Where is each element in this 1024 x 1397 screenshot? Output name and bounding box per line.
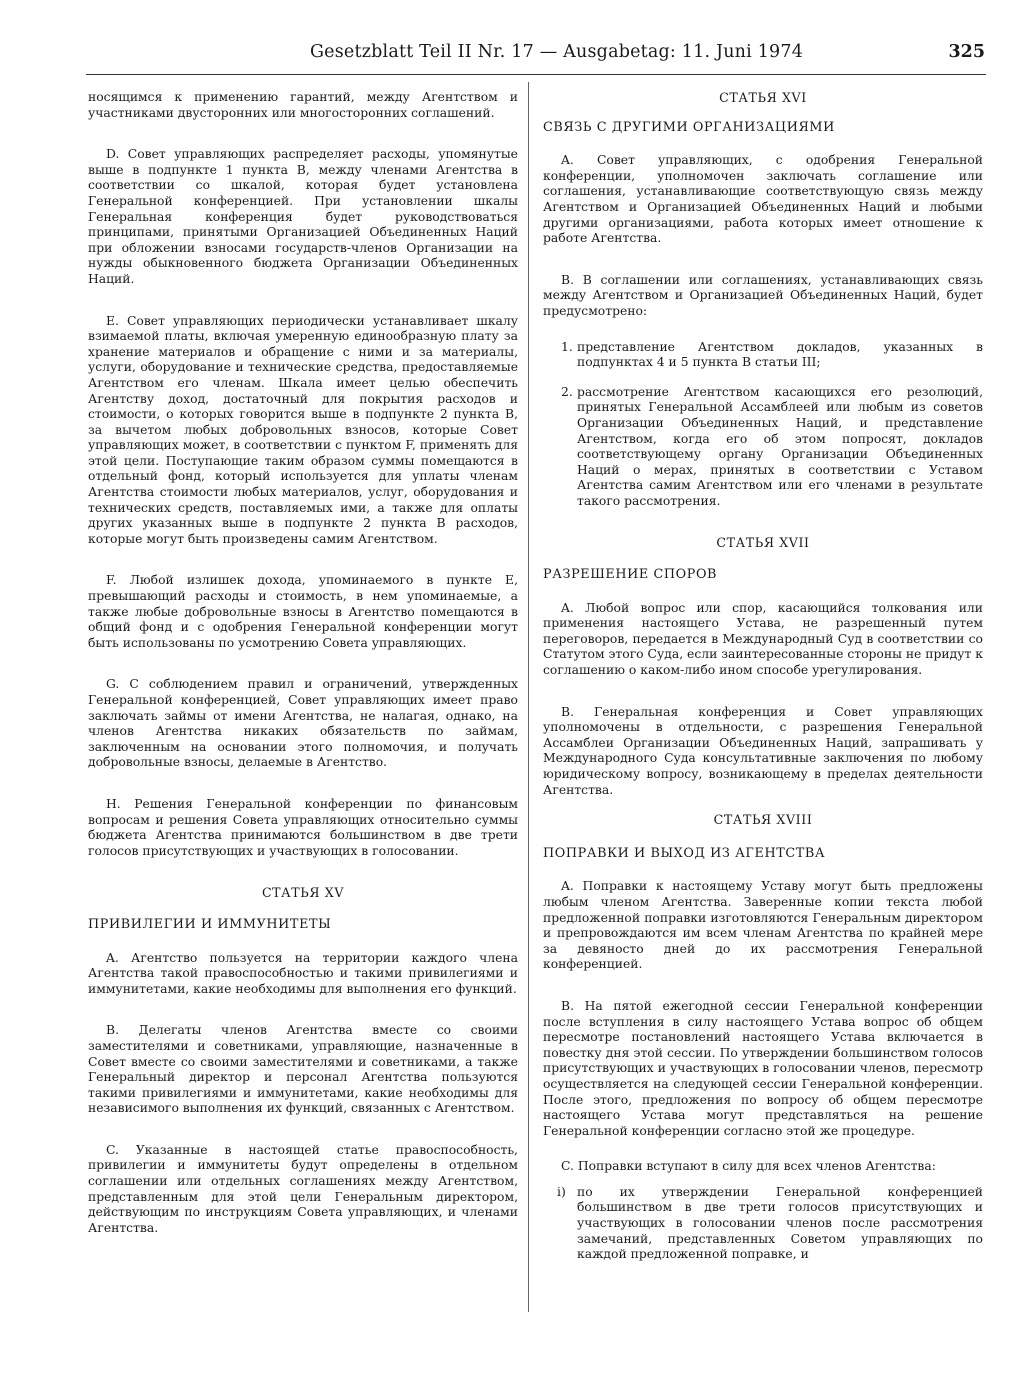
list-item-number: i) <box>557 1184 566 1199</box>
list-item-number: 2. <box>561 384 573 399</box>
paragraph-f: F. Любой излишек дохода, упоминаемого в пункте E, превышающий расходы и стоимость, в нем упоминаемые, а также любые добровольные взносы в Агентство помещаются в общий фонд и с одобрения Генеральной конференции могут быть использованы по усмотрению Совета управляющих. <box>88 573 518 650</box>
paragraph-d: D. Совет управляющих распределяет расходы, упомянутые выше в подпункте 1 пункта В, между членами Агентства в соответствии со шкалой, которая будет установлена Генеральной конференцией. При установлении шкалы Генеральная конференция будет руководствоваться принципами, принятыми Организацией Объединенных Наций при обложении взносами государств-членов Организации на нужды обыкновенного бюджета Организации Объединенных Наций. <box>88 147 518 286</box>
right-column <box>543 90 983 1263</box>
paragraph-xvi-b: B. В соглашении или соглашениях, устанавливающих связь между Агентством и Организацией Объединенных Наций, будет предусмотрено: <box>543 272 983 318</box>
column-divider <box>528 82 529 1312</box>
paragraph-continuation: носящимся к применению гарантий, между Агентством и участниками двусторонних или многосторонних соглашений. <box>88 90 518 120</box>
paragraph-xvii-a: A. Любой вопрос или спор, касающийся толкования или применения настоящего Устава, не разрешенный путем переговоров, передается в Международный Суд в соответствии со Статутом этого Суда, если заинтересованные стороны не придут к соглашению о каком-либо ином способе урегулирования. <box>543 600 983 678</box>
gazette-title: Gesetzblatt Teil II Nr. 17 — Ausgabetag: 11. Juni 1974 <box>310 42 804 62</box>
article-xvii-title: РАЗРЕШЕНИЕ СПОРОВ <box>543 567 718 583</box>
paragraph-xv-c: C. Указанные в настоящей статье правоспособность, привилегии и иммунитеты будут определены в отдельном соглашении или отдельных соглашениях между Агентством, представленным для этой цели Генеральным директором, действующим по инструкциям Совета управляющих, и членами Агентства. <box>88 1142 518 1235</box>
article-xviii-title: ПОПРАВКИ И ВЫХОД ИЗ АГЕНТСТВА <box>543 845 826 861</box>
paragraph-g: G. С соблюдением правил и ограничений, утвержденных Генеральной конференцией, Совет управляющих имеет право заключать займы от имени Агентства, не налагая, однако, на членов Агентства никаких обязательств по займам, заключенным на основании этого полномочия, и получать добровольные взносы, делаемые в Агентство. <box>88 677 518 770</box>
list-item-text: представление Агентством докладов, указанных в подпунктах 4 и 5 пункта В статьи III; <box>577 339 983 370</box>
paragraph-xviii-a: A. Поправки к настоящему Уставу могут быть предложены любым членом Агентства. Заверенные копии текста любой предложенной поправки изготовляются Генеральным директором и препровождаются им всем членам Агентства по крайней мере за девяносто дней до их рассмотрения Генеральной конференцией. <box>543 879 983 972</box>
article-xv-title: ПРИВИЛЕГИИ И ИММУНИТЕТЫ <box>88 916 332 932</box>
paragraph-xviii-b: B. На пятой ежегодной сессии Генеральной конференции после вступления в силу настоящего Устава вопрос об общем пересмотре постановлений настоящего Устава включается в повестку дня этой сессии. По утверждении большинством голосов присутствующих и участвующих в голосовании членов, пересмотр осуществляется на следующей сессии Генеральной конференции. После этого, предложения по вопросу об общем пересмотре настоящего Устава могут представляться на решение Генеральной конференции согласно этой же процедуре. <box>543 998 983 1138</box>
paragraph-h: H. Решения Генеральной конференции по финансовым вопросам и решения Совета управляющих относительно суммы бюджета Агентства принимаются большинством в две трети голосов присутствующих и участвующих в голосовании. <box>88 796 518 858</box>
page-header <box>90 42 985 68</box>
paragraph-xvi-a: A. Совет управляющих, с одобрения Генеральной конференции, уполномочен заключать соглашение или соглашения, устанавливающие соответствующую связь между Агентством и Организацией Объединенных Наций и любыми другими организациями, работа которых имеет отношение к работе Агентства. <box>543 153 983 246</box>
list-item-text: по их утверждении Генеральной конференцией большинством в две трети голосов присутствующих и участвующих в голосовании членов после рассмотрения замечаний, представленных Советом управляющих по каждой предложенной поправке, и <box>577 1184 983 1262</box>
header-rule <box>86 74 986 75</box>
article-xv-heading: СТАТЬЯ XV <box>261 885 345 901</box>
article-xviii-heading: СТАТЬЯ XVIII <box>713 812 813 828</box>
paragraph-xviii-c: C. Поправки вступают в силу для всех членов Агентства: <box>561 1159 936 1174</box>
paragraph-xv-a: A. Агентство пользуется на территории каждого члена Агентства такой правоспособностью и такими привилегиями и иммунитетами, какие необходимы для выполнения его функций. <box>88 950 518 996</box>
left-column <box>88 90 518 1236</box>
paragraph-xv-b: B. Делегаты членов Агентства вместе со своими заместителями и советниками, управляющие, назначенные в Совет вместе со своими заместителями и советниками, а также Генеральный директор и персонал Агентства пользуются такими привилегиями и иммунитетами, какие необходимы для независимого выполнения их функций, связанных с Агентством. <box>88 1023 518 1116</box>
paragraph-xvii-b: B. Генеральная конференция и Совет управляющих уполномочены в отдельности, с разрешения Генеральной Ассамблеи Организации Объединенных Наций, запрашивать у Международного Суда консультативные заключения по любому юридическому вопросу, возникающему в пределах деятельности Агентства. <box>543 704 983 797</box>
list-item <box>543 385 983 510</box>
article-xvi-heading: СТАТЬЯ XVI <box>719 90 807 105</box>
list-item <box>543 340 983 371</box>
article-xvi-title: СВЯЗЬ С ДРУГИМИ ОРГАНИЗАЦИЯМИ <box>543 119 835 135</box>
list-item-number: 1. <box>561 339 573 354</box>
article-xvii-heading: СТАТЬЯ XVII <box>716 535 810 551</box>
list-item <box>543 1185 983 1263</box>
page-number: 325 <box>948 42 985 62</box>
paragraph-e: E. Совет управляющих периодически устанавливает шкалу взимаемой платы, включая умеренную единообразную плату за хранение материалов и обращение с ними и за материалы, услуги, оборудование и технические средства, предоставляемые Агентством его членам. Шкала имеет целью обеспечить Агентству доход, достаточный для покрытия расходов и стоимости, о которых говорится выше в подпункте 2 пункта В, за вычетом любых добровольных взносов, которые Совет управляющих может, в соответствии с пунктом F, применять для этой цели. Поступающие таким образом суммы помещаются в отдельный фонд, который используется для уплаты членам Агентства стоимости любых материалов, услуг, оборудования и технических средств, поставляемых ими, а также для оплаты других указанных выше в подпункте 2 пункта В расходов, которые могут быть произведены самим Агентством. <box>88 313 518 546</box>
list-item-text: рассмотрение Агентством касающихся его резолюций, принятых Генеральной Ассамблеей или любым из советов Организации Объединенных Наций, и представление Агентством, когда его об этом попросят, докладов соответствующему органу Организации Объединенных Наций о мерах, принятых в соответствии с Уставом Агентства самим Агентством или его членами в результате такого рассмотрения. <box>577 384 983 508</box>
